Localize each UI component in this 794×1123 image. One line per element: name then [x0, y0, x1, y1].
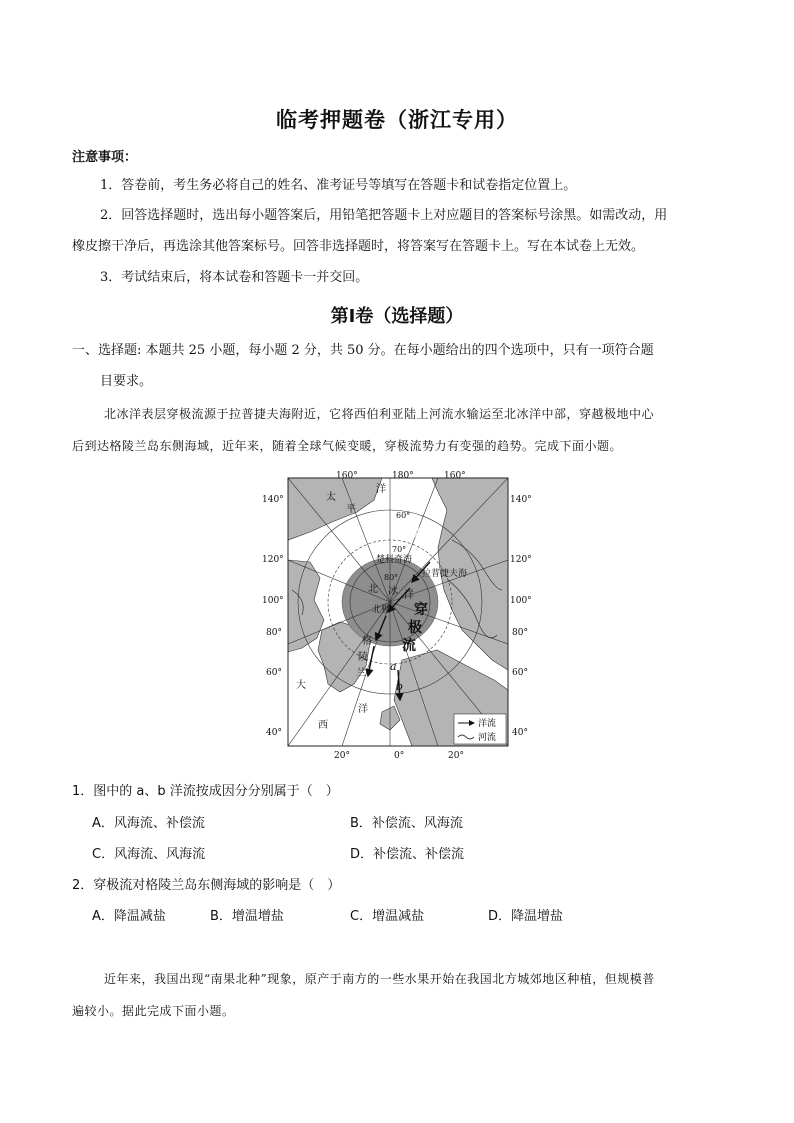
lon-label-80w: 80°: [266, 628, 282, 638]
lon-label-100e: 100°: [510, 596, 532, 606]
label-current-b: b: [396, 680, 404, 693]
label-current-a: a: [390, 660, 397, 673]
notice-heading: 注意事项：: [72, 150, 138, 165]
notice-item-2-line2: 橡皮擦干净后，再选涂其他答案标号。回答非选择题时，将答案写在答题卡上。写在本试卷上无效。: [72, 239, 645, 254]
part1-instruction-line2: 目要求。: [100, 374, 153, 389]
label-bei: 北: [368, 584, 378, 595]
label-north-pole: 北极: [372, 605, 391, 615]
legend-river-label: 河流: [478, 733, 497, 743]
legend-current-label: 洋流: [478, 719, 497, 729]
question-1-option-c[interactable]: C．风海流、风海流: [92, 847, 206, 862]
question-2-option-d[interactable]: D．降温增盐: [488, 909, 564, 924]
lon-label-40e: 40°: [512, 728, 528, 738]
label-arctic-circle: 北极圈: [400, 528, 430, 539]
label-yang-top: 洋: [376, 484, 386, 495]
label-da: 大: [296, 680, 306, 691]
notice-item-3: 3．考试结束后，将本试卷和答题卡一并交回。: [100, 270, 369, 285]
label-ge: 格: [362, 636, 372, 647]
label-liu: 流: [402, 638, 416, 654]
passage2-line2: 遍较小。据此完成下面小题。: [72, 1004, 235, 1018]
question-2-option-a[interactable]: A．降温减盐: [92, 909, 166, 924]
question-1-option-a[interactable]: A．风海流、补偿流: [92, 816, 205, 831]
question-2-stem: 2．穿极流对格陵兰岛东侧海域的影响是（ ）: [72, 878, 341, 893]
lon-label-140e: 140°: [510, 495, 532, 505]
label-chukchi-sea: 楚科奇海: [376, 555, 413, 565]
lon-label-20w: 20°: [334, 751, 350, 761]
arctic-map: [262, 470, 532, 762]
label-lan: 兰: [356, 668, 366, 679]
lon-label-140w: 140°: [262, 495, 284, 505]
notice-item-2-line1: 2．回答选择题时，选出每小题答案后，用铅笔把答题卡上对应题目的答案标号涂黑。如需改动，用: [100, 208, 668, 223]
question-2-option-c[interactable]: C．增温减盐: [350, 909, 425, 924]
label-yang-mid: 洋: [404, 590, 414, 601]
lat-label-80: 80°: [384, 573, 399, 582]
lon-label-120w: 120°: [262, 555, 284, 565]
question-1-option-d[interactable]: D．补偿流、补偿流: [350, 847, 465, 862]
lon-label-180: 180°: [392, 471, 414, 481]
lon-label-120e: 120°: [510, 555, 532, 565]
question-1-stem: 1．图中的 a、b 洋流按成因分分别属于（ ）: [72, 784, 339, 799]
label-laptev-sea: 拉普捷夫海: [422, 569, 468, 579]
section-title: 第Ⅰ卷（选择题）: [330, 306, 464, 327]
lon-label-80e: 80°: [512, 628, 528, 638]
page-title: 临考押题卷（浙江专用）: [276, 108, 518, 132]
label-tai: 太: [326, 492, 336, 503]
label-ji: 极: [408, 620, 422, 636]
passage1-line2: 后到达格陵兰岛东侧海域，近年来，随着全球气候变暖，穿极流势力有变强的趋势。完成下面小题。: [72, 439, 623, 453]
label-bing: 冰: [388, 586, 398, 597]
lat-label-70: 70°: [392, 545, 407, 554]
passage2-line1: 近年来，我国出现“南果北种”现象，原产于南方的一些水果开始在我国北方城郊地区种植，但规模普: [104, 972, 655, 986]
notice-item-1: 1．答卷前，考生务必将自己的姓名、准考证号等填写在答题卡和试卷指定位置上。: [100, 178, 577, 193]
passage1-line1: 北冰洋表层穿极流源于拉普捷夫海附近，它将西伯利亚陆上河流水输运至北冰洋中部，穿越极地中心: [104, 407, 655, 421]
lon-label-0: 0°: [394, 751, 405, 761]
part1-instruction-line1: 一、选择题: 本题共 25 小题，每小题 2 分，共 50 分。在每小题给出的四个选项中，只有一项符合题: [72, 343, 654, 358]
label-xi: 西: [318, 720, 328, 731]
lon-label-160w: 160°: [336, 471, 358, 481]
label-yang-bottom: 洋: [358, 704, 368, 715]
question-1-option-b[interactable]: B．补偿流、风海流: [350, 816, 463, 831]
lon-label-60e: 60°: [512, 668, 528, 678]
label-ling: 陵: [358, 652, 368, 663]
lon-label-60w: 60°: [266, 668, 282, 678]
lon-label-20e: 20°: [448, 751, 464, 761]
lat-label-60: 60°: [396, 511, 411, 520]
label-ping: 平: [346, 504, 356, 515]
lon-label-100w: 100°: [262, 596, 284, 606]
lon-label-160e: 160°: [444, 471, 466, 481]
question-2-option-b[interactable]: B．增温增盐: [210, 909, 284, 924]
map-legend: [454, 714, 506, 744]
lon-label-40w: 40°: [266, 728, 282, 738]
label-chuan: 穿: [414, 602, 428, 618]
